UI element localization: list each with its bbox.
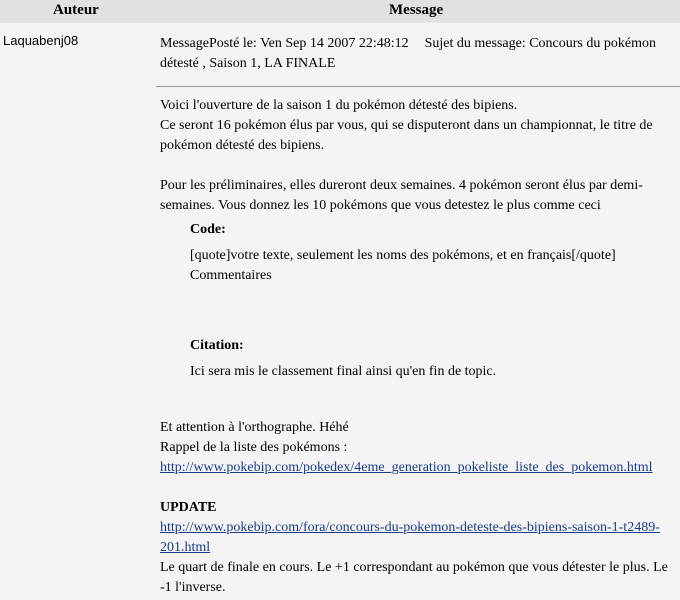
intro-line: Voici l'ouverture de la saison 1 du pokémon détesté des bipiens. — [160, 98, 518, 113]
message-column-header: Message — [389, 2, 444, 18]
post-date: MessagePosté le: Ven Sep 14 2007 22:48:12 — [160, 36, 409, 51]
post-subject: Sujet du message: Concours du pokémon détesté , Saison 1, LA FINALE — [160, 36, 656, 71]
post-body — [160, 96, 675, 598]
table-header — [0, 0, 680, 24]
post-meta — [160, 34, 665, 74]
author-cell — [0, 23, 155, 600]
citation-block — [190, 336, 675, 382]
code-text: [quote]votre texte, seulement les noms des pokémons, et en français[/quote] — [190, 248, 616, 263]
code-label: Code: — [190, 222, 226, 237]
code-comment: Commentaires — [190, 268, 272, 283]
spelling-line: Et attention à l'orthographe. Héhé — [160, 420, 349, 435]
citation-label: Citation: — [190, 338, 244, 353]
description-line: Ce seront 16 pokémon élus par vous, qui se disputeront dans un championnat, le titre de pokémon détesté des bipiens. — [160, 118, 653, 153]
post-author[interactable]: Laquabenj08 — [3, 33, 79, 48]
divider — [156, 86, 680, 87]
code-block — [190, 220, 675, 286]
reminder-text: Rappel de la liste des pokémons : — [160, 440, 348, 455]
author-column-header: Auteur — [53, 2, 99, 18]
update-heading: UPDATE — [160, 500, 217, 515]
quarter-final-line: Le quart de finale en cours. Le +1 correspondant au pokémon que vous détester le plus. Le -1 l'inverse. — [160, 560, 668, 595]
topic-link[interactable]: http://www.pokebip.com/fora/concours-du-pokemon-deteste-des-bipiens-saison-1-t2489-201.html — [160, 520, 660, 555]
citation-text: Ici sera mis le classement final ainsi qu'en fin de topic. — [190, 364, 497, 379]
pokedex-link[interactable]: http://www.pokebip.com/pokedex/4eme_generation_pokeliste_liste_des_pokemon.html — [160, 460, 653, 475]
rules-line: Pour les préliminaires, elles dureront deux semaines. 4 pokémon seront élus par demi-semaines. Vous donnez les 10 pokémons que vous detestez le plus comme ceci — [160, 178, 643, 213]
reminder-line — [160, 438, 675, 478]
